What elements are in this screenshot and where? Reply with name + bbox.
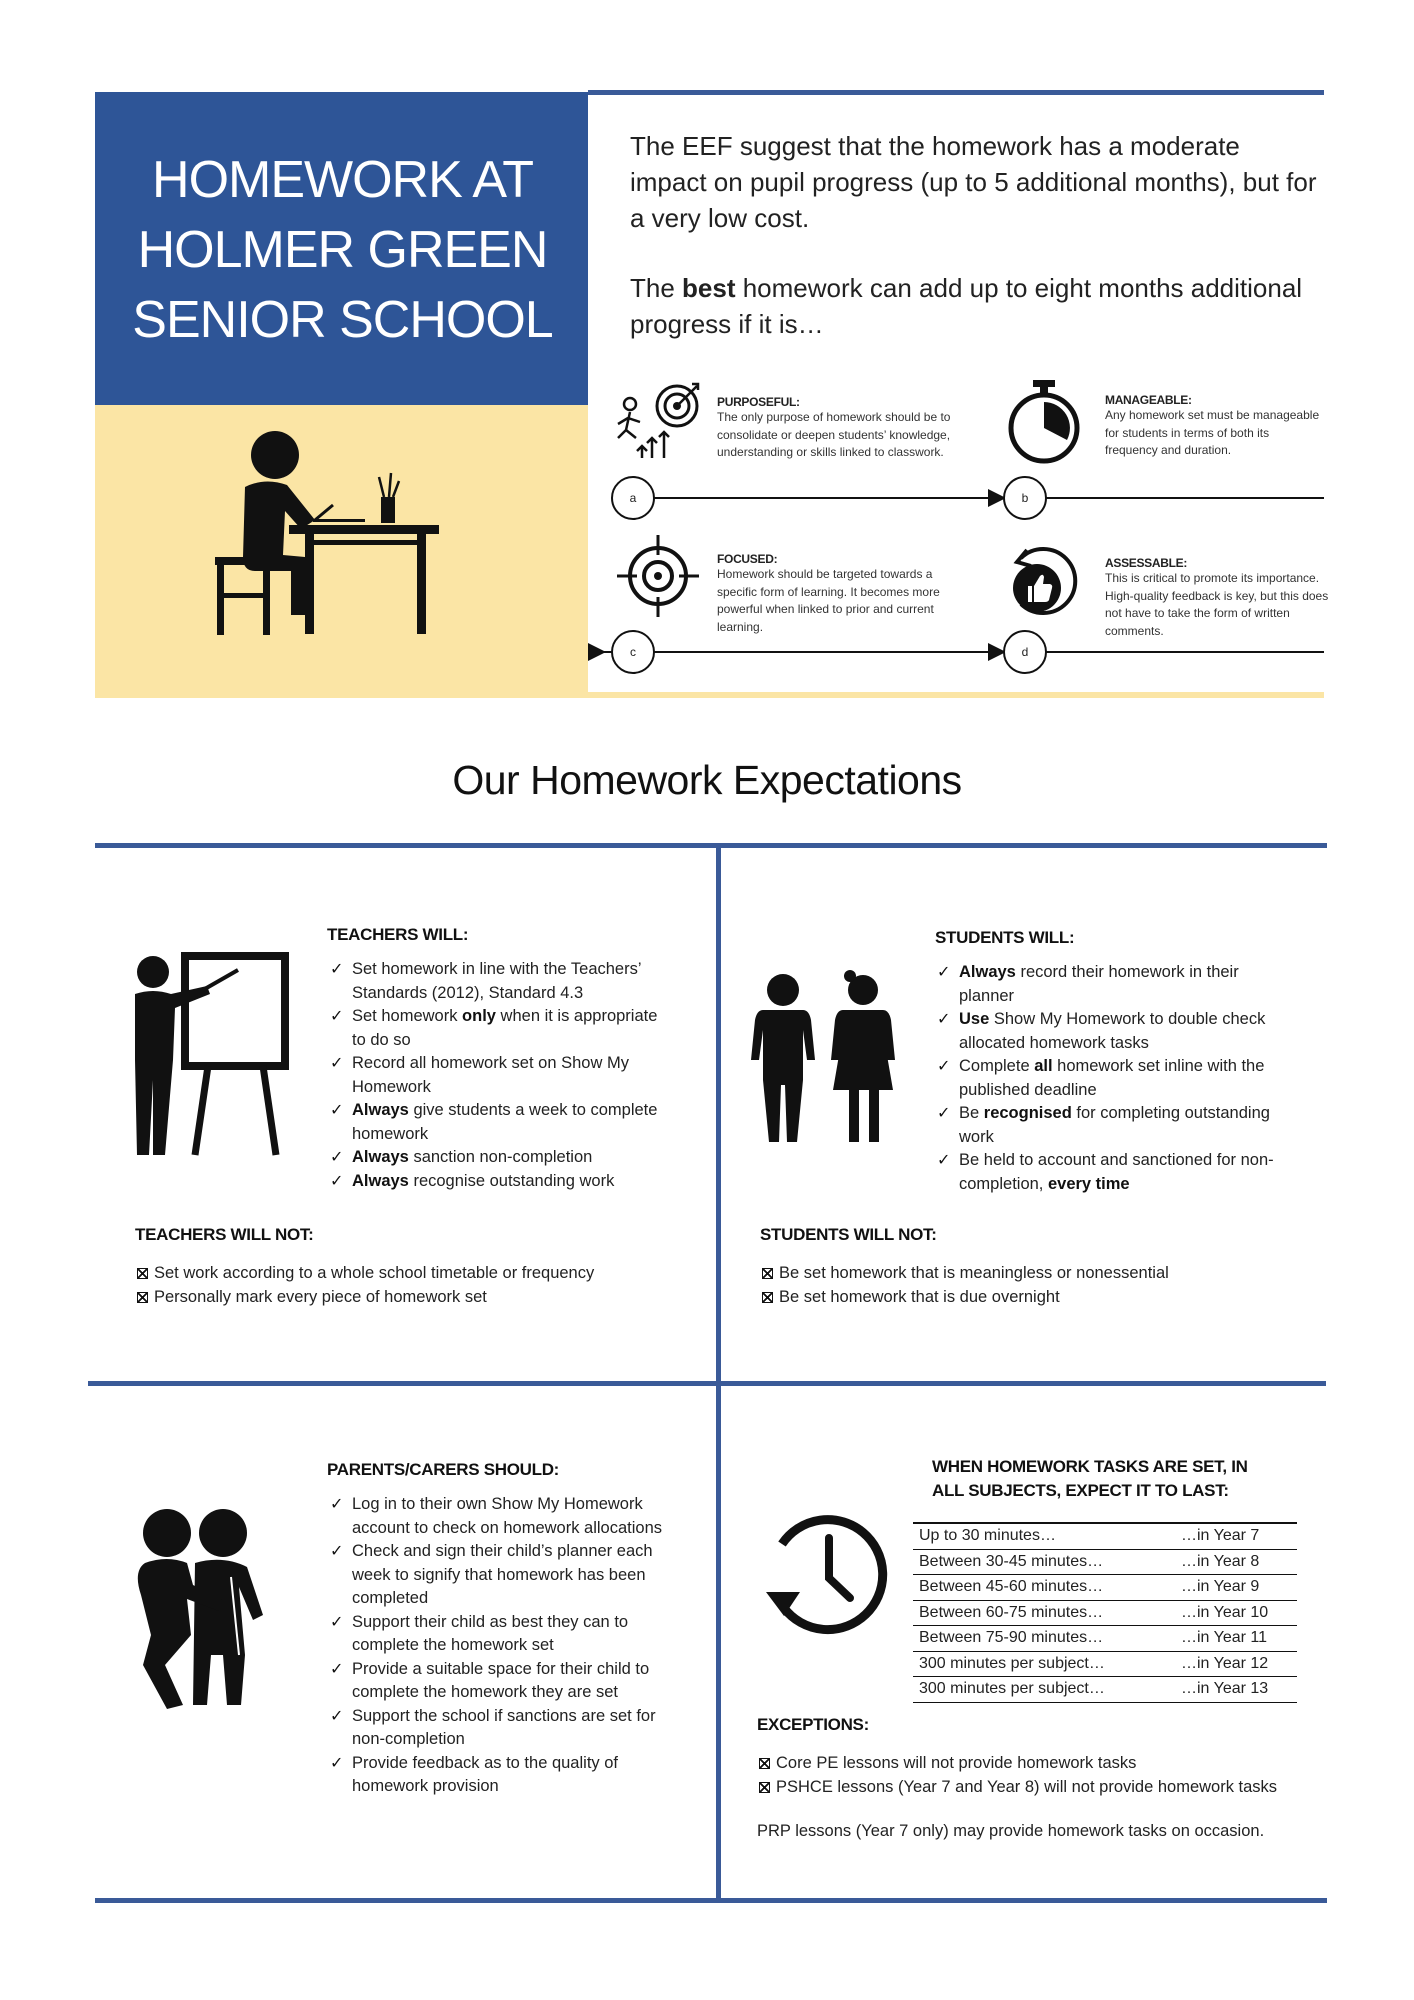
grid-rule-middle xyxy=(88,1381,1326,1386)
checkbox-crossed-icon xyxy=(762,1292,773,1303)
pillar-purposeful xyxy=(717,395,952,462)
table-row: Between 30-45 minutes… …in Year 8 xyxy=(913,1549,1297,1575)
intro-text-bold: best xyxy=(682,273,736,303)
table-row: Between 60-75 minutes… …in Year 10 xyxy=(913,1600,1297,1626)
teachers-will-heading: TEACHERS WILL: xyxy=(327,925,469,944)
pillar-title: MANAGEABLE: xyxy=(1105,393,1192,407)
students-will-heading: STUDENTS WILL: xyxy=(935,928,1075,947)
section-title: Our Homework Expectations xyxy=(452,757,962,803)
list-item: ✓ Check and sign their child’s planner each week to signify that homework has been completed xyxy=(330,1540,685,1611)
pillar-title: ASSESSABLE: xyxy=(1105,556,1188,570)
list-item: ✓ Always give students a week to complete homework xyxy=(330,1099,670,1146)
intro-text-post: homework can add up to eight months additional progress if it is… xyxy=(630,273,1303,339)
header-top-rule xyxy=(588,90,1324,95)
list-item: ✓ Set homework only when it is appropriate to do so xyxy=(330,1005,670,1052)
list-item: Be set homework that is due overnight xyxy=(762,1286,1302,1310)
exceptions-note: PRP lessons (Year 7 only) may provide homework tasks on occasion. xyxy=(757,1822,1265,1840)
list-item: Be set homework that is meaningless or nonessential xyxy=(762,1262,1302,1286)
list-item: ✓ Support the school if sanctions are set for non-completion xyxy=(330,1705,685,1752)
students-will-not-list xyxy=(762,1262,1302,1309)
grid-rule-top xyxy=(95,843,1327,848)
table-row: Between 45-60 minutes… …in Year 9 xyxy=(913,1575,1297,1601)
pillar-assessable xyxy=(1105,556,1330,640)
target-runner-icon xyxy=(612,380,704,460)
table-row: 300 minutes per subject… …in Year 13 xyxy=(913,1677,1297,1703)
intro-paragraph-1: The EEF suggest that the homework has a moderate impact on pupil progress (up to 5 additional months), but for a very low cost. xyxy=(630,131,1317,233)
checkbox-crossed-icon xyxy=(762,1268,773,1279)
grid-rule-vertical xyxy=(716,843,721,1903)
list-item: ✓ Provide a suitable space for their child to complete the homework they are set xyxy=(330,1658,685,1705)
list-item: ✓ Use Show My Homework to double check allocated homework tasks xyxy=(937,1008,1292,1055)
timeline-line-d xyxy=(1046,651,1324,653)
pillar-letter-d: d xyxy=(1003,630,1047,674)
pillar-manageable xyxy=(1105,393,1325,460)
timeline-line-ab xyxy=(612,497,1007,499)
table-row: Between 75-90 minutes… …in Year 11 xyxy=(913,1626,1297,1652)
pillar-text: Any homework set must be manageable for students in terms of both its frequency and duration. xyxy=(1105,408,1320,457)
arrow-icon xyxy=(588,643,606,661)
student-at-desk-icon xyxy=(205,425,445,640)
checkbox-crossed-icon xyxy=(137,1268,148,1279)
list-item: Set work according to a whole school timetable or frequency xyxy=(137,1262,697,1286)
pillar-title: FOCUSED: xyxy=(717,552,778,566)
students-icon xyxy=(745,970,905,1145)
list-item: Personally mark every piece of homework set xyxy=(137,1286,697,1310)
pillar-letter-b: b xyxy=(1003,476,1047,520)
list-item: ✓ Provide feedback as to the quality of homework provision xyxy=(330,1752,685,1799)
crosshair-icon xyxy=(617,535,699,617)
list-item: ✓ Be held to account and sanctioned for non-completion, every time xyxy=(937,1149,1292,1196)
intro-paragraph-2 xyxy=(630,270,1320,342)
exceptions-list xyxy=(759,1752,1319,1799)
table-row: Up to 30 minutes… …in Year 7 xyxy=(913,1523,1297,1549)
pillar-text: This is critical to promote its importance. High-quality feedback is key, but this does not have to take the form of written comments. xyxy=(1105,571,1329,638)
pillar-focused xyxy=(717,552,947,636)
teachers-will-list xyxy=(330,958,670,1193)
list-item: ✓ Complete all homework set inline with the published deadline xyxy=(937,1055,1292,1102)
timeline-line-cd xyxy=(604,651,1006,653)
checkbox-crossed-icon xyxy=(137,1292,148,1303)
pillar-text: Homework should be targeted towards a specific form of learning. It becomes more powerful when linked to prior and current learning. xyxy=(717,567,940,634)
list-item: ✓ Support their child as best they can to complete the homework set xyxy=(330,1611,685,1658)
table-row: 300 minutes per subject… …in Year 12 xyxy=(913,1651,1297,1677)
page-title: HOMEWORK AT HOLMER GREEN SENIOR SCHOOL xyxy=(132,151,553,349)
students-will-not-heading: STUDENTS WILL NOT: xyxy=(760,1225,937,1244)
intro-text xyxy=(630,128,1320,376)
teacher-at-board-icon xyxy=(113,950,293,1160)
list-item: ✓ Be recognised for completing outstanding work xyxy=(937,1102,1292,1149)
list-item: ✓ Record all homework set on Show My Homework xyxy=(330,1052,670,1099)
parents-should-heading: PARENTS/CARERS SHOULD: xyxy=(327,1460,560,1479)
pillar-letter-a: a xyxy=(611,476,655,520)
list-item: ✓ Log in to their own Show My Homework account to check on homework allocations xyxy=(330,1493,685,1540)
students-will-list xyxy=(937,961,1292,1196)
pillar-text: The only purpose of homework should be to consolidate or deepen students’ knowledge, understanding or skills linked to classwork. xyxy=(717,410,951,459)
teachers-will-not-heading: TEACHERS WILL NOT: xyxy=(135,1225,314,1244)
duration-heading: WHEN HOMEWORK TASKS ARE SET, IN ALL SUBJECTS, EXPECT IT TO LAST: xyxy=(932,1457,1248,1500)
list-item: Core PE lessons will not provide homework tasks xyxy=(759,1752,1319,1776)
stopwatch-icon xyxy=(1005,378,1083,468)
teachers-will-not-list xyxy=(137,1262,697,1309)
thumbs-up-refresh-icon xyxy=(1003,540,1085,622)
duration-table xyxy=(913,1522,1297,1703)
list-item: PSHCE lessons (Year 7 and Year 8) will not provide homework tasks xyxy=(759,1776,1319,1800)
pillar-letter-c: c xyxy=(611,630,655,674)
checkbox-crossed-icon xyxy=(759,1758,770,1769)
clock-history-icon xyxy=(762,1508,897,1643)
intro-text-pre: The xyxy=(630,273,683,303)
list-item: ✓ Always record their homework in their planner xyxy=(937,961,1292,1008)
list-item: ✓ Always recognise outstanding work xyxy=(330,1170,670,1194)
checkbox-crossed-icon xyxy=(759,1782,770,1793)
parents-should-list xyxy=(330,1493,685,1799)
pillar-title: PURPOSEFUL: xyxy=(717,395,800,409)
timeline-line-b xyxy=(1046,497,1324,499)
header-bottom-rule xyxy=(588,692,1324,698)
list-item: ✓ Set homework in line with the Teachers’ Standards (2012), Standard 4.3 xyxy=(330,958,670,1005)
parent-child-icon xyxy=(115,1505,285,1715)
grid-rule-bottom xyxy=(95,1898,1327,1903)
list-item: ✓ Always sanction non-completion xyxy=(330,1146,670,1170)
exceptions-heading: EXCEPTIONS: xyxy=(757,1715,869,1734)
